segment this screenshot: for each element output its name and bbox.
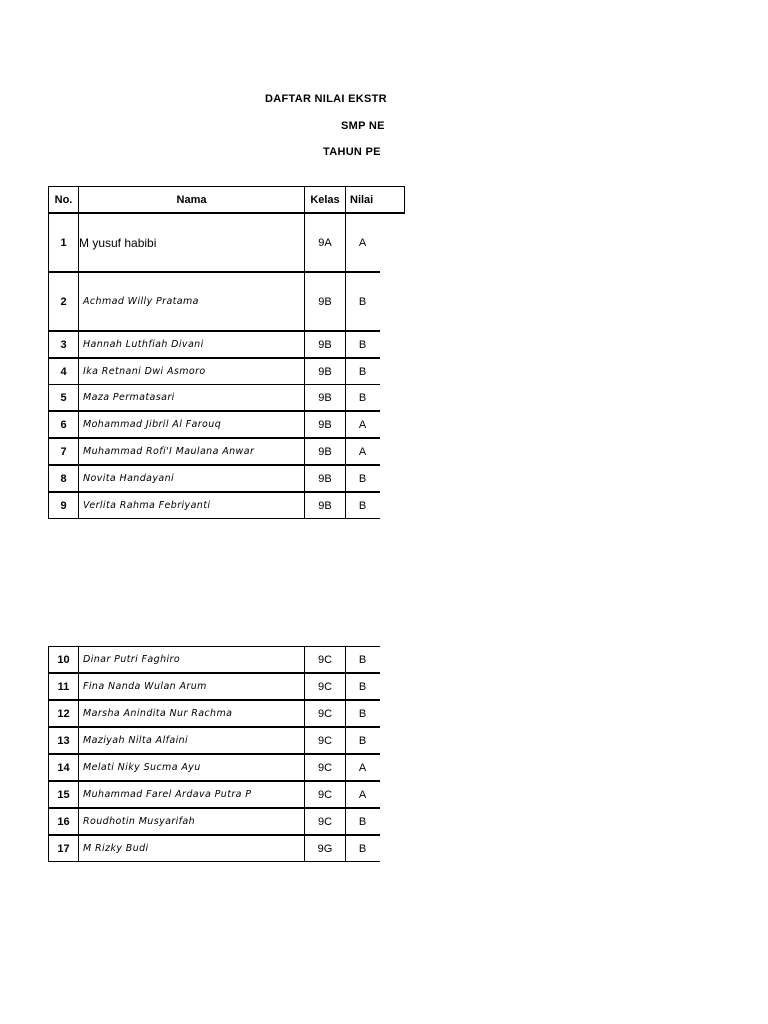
student-name: Roudhotin Musyarifah [78,808,305,835]
column-header-kelas: Kelas [304,186,346,214]
row-number: 5 [48,384,79,411]
grade-value: B [345,700,380,727]
student-name: Hannah Luthfiah Divani [78,331,305,358]
class-value: 9B [304,358,346,385]
student-name: Fina Nanda Wulan Arum [78,673,305,700]
student-name: Verlita Rahma Febriyanti [78,492,305,519]
grade-value: B [345,727,380,754]
school-name: SMP NE [341,120,385,132]
row-number: 12 [48,700,79,727]
student-name: Maza Permatasari [78,384,305,411]
student-name: Mohammad Jibril Al Farouq [78,411,305,438]
row-number: 11 [48,673,79,700]
class-value: 9A [304,213,346,272]
grade-value: A [345,438,380,465]
grade-value: B [345,331,380,358]
grade-value: B [345,646,380,673]
student-name: Achmad Willy Pratama [78,272,305,331]
class-value: 9B [304,465,346,492]
row-number: 4 [48,358,79,385]
row-number: 9 [48,492,79,519]
grade-value: A [345,754,380,781]
grade-value: B [345,808,380,835]
row-number: 14 [48,754,79,781]
class-value: 9B [304,384,346,411]
class-value: 9B [304,438,346,465]
row-number: 3 [48,331,79,358]
row-number: 15 [48,781,79,808]
student-name: Muhammad Farel Ardava Putra P [78,781,305,808]
column-header-nilai: Nilai [345,186,405,214]
class-value: 9C [304,808,346,835]
row-number: 16 [48,808,79,835]
student-name: Novita Handayani [78,465,305,492]
class-value: 9B [304,331,346,358]
grade-value: A [345,781,380,808]
class-value: 9B [304,411,346,438]
grade-value: B [345,358,380,385]
grade-value: B [345,465,380,492]
class-value: 9C [304,754,346,781]
column-header-nama: Nama [78,186,305,214]
row-number: 6 [48,411,79,438]
grade-value: A [345,213,380,272]
class-value: 9B [304,272,346,331]
grade-value: B [345,492,380,519]
row-number: 1 [48,213,79,272]
class-value: 9C [304,727,346,754]
row-number: 13 [48,727,79,754]
class-value: 9B [304,492,346,519]
row-number: 17 [48,835,79,862]
row-number: 7 [48,438,79,465]
student-name: Ika Retnani Dwi Asmoro [78,358,305,385]
student-name: M yusuf habibi [78,213,305,272]
grade-value: B [345,384,380,411]
student-name: Muhammad Rofi'I Maulana Anwar [78,438,305,465]
academic-year: TAHUN PE [323,146,381,158]
grade-value: A [345,411,380,438]
row-number: 2 [48,272,79,331]
student-name: Dinar Putri Faghiro [78,646,305,673]
student-name: Maziyah Nilta Alfaini [78,727,305,754]
class-value: 9C [304,646,346,673]
column-header-no: No. [48,186,79,214]
student-name: Marsha Anindita Nur Rachma [78,700,305,727]
document-title: DAFTAR NILAI EKSTR [265,93,387,105]
class-value: 9C [304,673,346,700]
class-value: 9G [304,835,346,862]
grade-value: B [345,272,380,331]
row-number: 8 [48,465,79,492]
student-name: Melati Niky Sucma Ayu [78,754,305,781]
grade-value: B [345,673,380,700]
class-value: 9C [304,700,346,727]
row-number: 10 [48,646,79,673]
class-value: 9C [304,781,346,808]
student-name: M Rizky Budi [78,835,305,862]
grade-value: B [345,835,380,862]
